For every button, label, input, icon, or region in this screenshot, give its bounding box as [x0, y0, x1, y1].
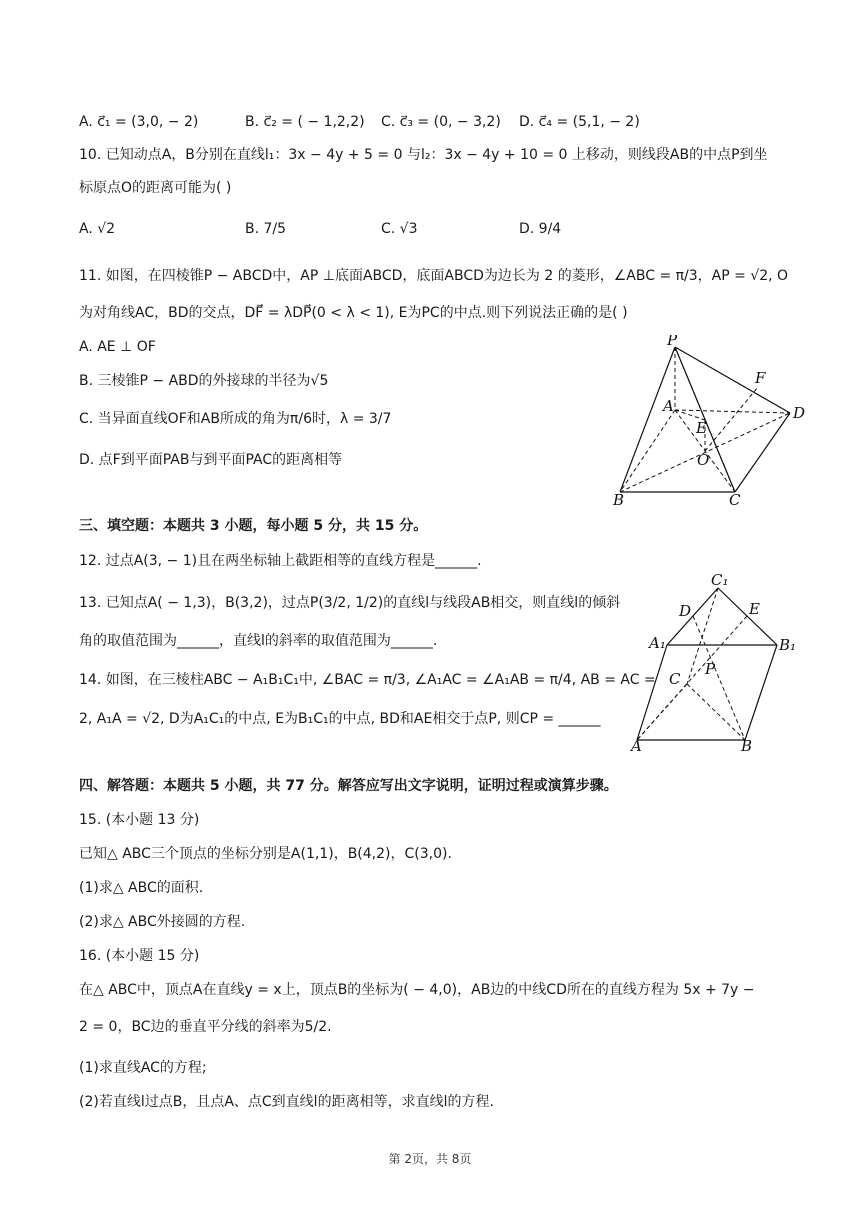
- q13-stem-line2: 角的取值范围为______，直线l的斜率的取值范围为______.: [79, 633, 438, 649]
- q11-option-c: C. 当异面直线OF和AB所成的角为π/6时，λ = 3/7: [79, 411, 392, 427]
- q9-option-a: A. c⃗₁ = (3,0, − 2): [79, 114, 199, 130]
- section-3-heading: 三、填空题：本题共 3 小题，每小题 5 分，共 15 分。: [79, 518, 428, 534]
- q11-option-b: B. 三棱锥P − ABD的外接球的半径为√5: [79, 373, 329, 389]
- q11-stem-line2: 为对角线AC，BD的交点，DF⃗ = λDP⃗(0 < λ < 1), E为PC的中点.则下列说法正确的是( ): [79, 305, 628, 321]
- q11-label-b: B: [613, 491, 625, 509]
- q16-stem-line2: 2 = 0，BC边的垂直平分线的斜率为5/2.: [79, 1019, 332, 1035]
- q10-stem-line2: 标原点O的距离可能为( ): [79, 180, 232, 196]
- q12-stem: 12. 过点A(3, − 1)且在两坐标轴上截距相等的直线方程是______.: [79, 553, 482, 569]
- q14-label-b: B: [741, 737, 753, 752]
- q10-option-c: C. √3: [381, 221, 418, 237]
- q11-option-a: A. AE ⊥ OF: [79, 339, 156, 355]
- q15-heading: 15. (本小题 13 分): [79, 812, 200, 828]
- q16-part1: (1)求直线AC的方程;: [79, 1060, 207, 1076]
- q14-label-a1: A₁: [649, 634, 666, 652]
- q15-part2: (2)求△ ABC外接圆的方程.: [79, 914, 246, 930]
- section-4-heading: 四、解答题：本题共 5 小题，共 77 分。解答应写出文字说明，证明过程或演算步骤。: [79, 778, 618, 794]
- q16-part2: (2)若直线l过点B，且点A、点C到直线l的距离相等，求直线l的方程.: [79, 1094, 494, 1110]
- q14-label-b1: B₁: [779, 636, 797, 654]
- q15-stem: 已知△ ABC三个顶点的坐标分别是A(1,1)，B(4,2)，C(3,0).: [79, 846, 452, 862]
- q14-stem-line2: 2, A₁A = √2, D为A₁C₁的中点, E为B₁C₁的中点, BD和AE相交于点P, 则CP = ______: [79, 711, 601, 727]
- q11-pyramid-figure: [605, 335, 820, 510]
- q10-stem-line1: 10. 已知动点A，B分别在直线l₁：3x − 4y + 5 = 0 与l₂：3x − 4y + 10 = 0 上移动，则线段AB的中点P到坐: [79, 147, 768, 163]
- q11-label-a: A: [663, 397, 674, 415]
- q14-label-d: D: [679, 602, 692, 620]
- q14-label-c1: C₁: [711, 572, 729, 589]
- q11-label-e: E: [696, 419, 707, 437]
- q14-prism-figure: [625, 572, 805, 752]
- q14-stem-line1: 14. 如图，在三棱柱ABC − A₁B₁C₁中, ∠BAC = π/3, ∠A₁AC = ∠A₁AB = π/4, AB = AC =: [79, 672, 656, 688]
- q9-option-c: C. c⃗₃ = (0, − 3,2): [381, 114, 501, 130]
- q11-label-f: F: [755, 369, 766, 387]
- q11-label-o: O: [697, 451, 710, 469]
- q14-label-c: C: [669, 670, 681, 688]
- q9-option-d: D. c⃗₄ = (5,1, − 2): [519, 114, 640, 130]
- q11-label-p: P: [667, 335, 678, 349]
- q16-heading: 16. (本小题 15 分): [79, 948, 200, 964]
- q15-part1: (1)求△ ABC的面积.: [79, 880, 204, 896]
- q10-option-b: B. 7/5: [245, 221, 287, 237]
- q11-option-d: D. 点F到平面PAB与到平面PAC的距离相等: [79, 452, 343, 468]
- page-footer: 第 2页，共 8页: [388, 1152, 472, 1166]
- q13-stem-line1: 13. 已知点A( − 1,3)，B(3,2)，过点P(3/2, 1/2)的直线l与线段AB相交，则直线l的倾斜: [79, 595, 621, 611]
- q10-option-a: A. √2: [79, 221, 116, 237]
- q14-label-p: P: [705, 660, 716, 678]
- q11-label-c: C: [729, 491, 741, 509]
- q11-stem-line1: 11. 如图，在四棱锥P − ABCD中，AP ⊥底面ABCD，底面ABCD为边长为 2 的菱形，∠ABC = π/3，AP = √2, O: [79, 268, 789, 284]
- q10-option-d: D. 9/4: [519, 221, 562, 237]
- q9-option-b: B. c⃗₂ = ( − 1,2,2): [245, 114, 365, 130]
- q14-label-a: A: [631, 737, 642, 752]
- q16-stem-line1: 在△ ABC中，顶点A在直线y = x上，顶点B的坐标为( − 4,0)，AB边的中线CD所在的直线方程为 5x + 7y −: [79, 982, 755, 998]
- q11-label-d: D: [793, 404, 806, 422]
- q14-label-e: E: [749, 600, 760, 618]
